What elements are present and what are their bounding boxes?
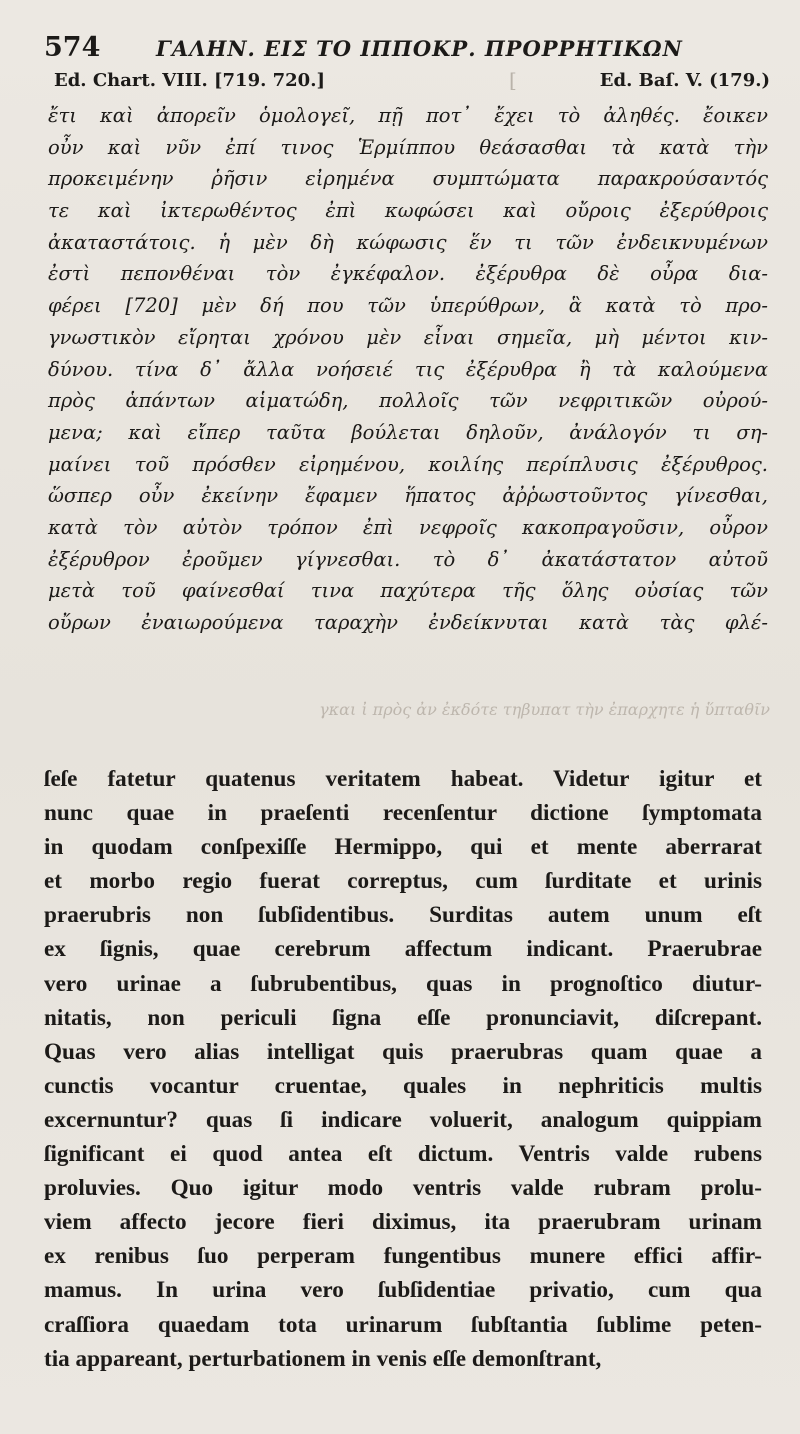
edition-reference-chartier: Ed. Chart. VIII. [719. 720.] [54, 70, 325, 91]
page-number: 574 [44, 32, 101, 63]
greek-line: γνωστικὸν εἴρηται χρόνου μὲν εἶναι σημεῖα, μὴ μέντοι κιν- [48, 325, 768, 349]
greek-line: ἐξέρυθρον ἐροῦμεν γίγνεσθαι. τὸ δ᾽ ἀκατάστατον αὐτοῦ [48, 547, 768, 571]
latin-line: ex renibus ſuo perperam fungentibus munere effici affir- [44, 1243, 762, 1270]
latin-line: craſſiora quaedam tota urinarum ſubſtantia ſublime peten- [44, 1311, 762, 1338]
greek-line: ἐστὶ πεπονθέναι τὸν ἐγκέφαλον. ἐξέρυθρα δὲ οὖρα δια- [48, 262, 768, 286]
bleed-through-text: γκαι ἰ πρὸς ἀν ἐκδότε τηβυπατ τὴν ἐπαρχητε ἡ ὕπταθῖν [319, 700, 770, 719]
edition-reference-basel: Ed. Baſ. V. (179.) [599, 70, 770, 91]
latin-line: et morbo regio fuerat correptus, cum ſurditate et urinis [44, 868, 762, 895]
latin-line: tia appareant, perturbationem in venis eſſe demonſtrant, [44, 1345, 602, 1372]
latin-line: viem affecto jecore fieri diximus, ita praerubram urinam [44, 1209, 762, 1236]
greek-text-block [48, 100, 768, 639]
greek-line: ἀκαταστάτοις. ἡ μὲν δὴ κώφωσις ἕν τι τῶν ἐνδεικνυμένων [48, 230, 768, 254]
greek-line: πρὸς ἁπάντων αἱματώδη, πολλοῖς τῶν νεφριτικῶν οὐρού- [48, 389, 768, 413]
latin-line: cunctis vocantur cruentae, quales in nephriticis multis [44, 1072, 762, 1099]
greek-line: μενα; καὶ εἴπερ ταῦτα βούλεται δηλοῦν, ἀνάλογόν τι ση- [48, 420, 768, 444]
latin-line: praerubris non ſubſidentibus. Surditas autem unum eſt [44, 902, 762, 929]
latin-line: ex ſignis, quae cerebrum affectum indicant. Praerubrae [44, 936, 762, 963]
greek-line: ὥσπερ οὖν ἐκείνην ἔφαμεν ἥπατος ἀῤῥωστοῦντος γίνεσθαι, [48, 484, 768, 508]
greek-line: μαίνει τοῦ πρόσθεν εἰρημένου, κοιλίης περίπλυσις ἐξέρυθρος. [48, 452, 768, 476]
faint-bracket: [ [509, 68, 517, 92]
latin-line: mamus. In urina vero ſubſidentiae privatio, cum qua [44, 1277, 762, 1304]
latin-line: nitatis, non periculi ſigna eſſe pronunciavit, diſcrepant. [44, 1004, 762, 1031]
edition-reference-line [54, 70, 770, 100]
greek-line: ἔτι καὶ ἀπορεῖν ὁμολογεῖ, πῇ ποτ᾽ ἔχει τὸ ἀληθές. ἔοικεν [48, 104, 768, 127]
latin-line: nunc quae in praeſenti recenſentur dictione ſymptomata [44, 800, 762, 827]
latin-line: in quodam conſpexiſſe Hermippo, qui et mente aberrarat [44, 834, 762, 861]
greek-line: οὖν καὶ νῦν ἐπί τινος Ἑρμίππου θεάσασθαι τὰ κατὰ τὴν [48, 135, 768, 159]
latin-text-block [44, 762, 762, 1376]
page-header [44, 26, 774, 66]
greek-line: προκειμένην ῥῆσιν εἰρημένα συμπτώματα παρακρούσαντός [48, 167, 768, 191]
greek-line: τε καὶ ἰκτερωθέντος ἐπὶ κωφώσει καὶ οὔροις ἐξερύθροις [48, 199, 768, 223]
running-title: ΓΑΛΗΝ. ΕΙΣ ΤΟ ΙΠΠΟΚΡ. ΠΡΟΡΡΗΤΙΚΩΝ [156, 36, 683, 61]
greek-line: μετὰ τοῦ φαίνεσθαί τινα παχύτερα τῆς ὅλης οὐσίας τῶν [48, 579, 768, 603]
latin-line: ſignificant ei quod antea eſt dictum. Ventris valde rubens [44, 1141, 762, 1168]
greek-line: δύνου. τίνα δ᾽ ἄλλα νοήσειέ τις ἐξέρυθρα ἢ τὰ καλούμενα [48, 357, 768, 381]
latin-line: ſeſe fatetur quatenus veritatem habeat. Videtur igitur et [44, 766, 762, 792]
latin-line: proluvies. Quo igitur modo ventris valde rubram prolu- [44, 1175, 762, 1202]
latin-line: vero urinae a ſubrubentibus, quas in prognoſtico diutur- [44, 970, 762, 997]
greek-line: οὔρων ἐναιωρούμενα ταραχὴν ἐνδείκνυται κατὰ τὰς φλέ- [48, 611, 768, 634]
greek-line: κατὰ τὸν αὐτὸν τρόπον ἐπὶ νεφροῖς κακοπραγοῦσιν, οὖρον [48, 515, 768, 539]
latin-line: excernuntur? quas ſi indicare voluerit, analogum quippiam [44, 1106, 762, 1133]
greek-line: φέρει [720] μὲν δή που τῶν ὑπερύθρων, ἃ κατὰ τὸ προ- [48, 294, 768, 318]
latin-line: Quas vero alias intelligat quis praerubras quam quae a [44, 1038, 762, 1065]
